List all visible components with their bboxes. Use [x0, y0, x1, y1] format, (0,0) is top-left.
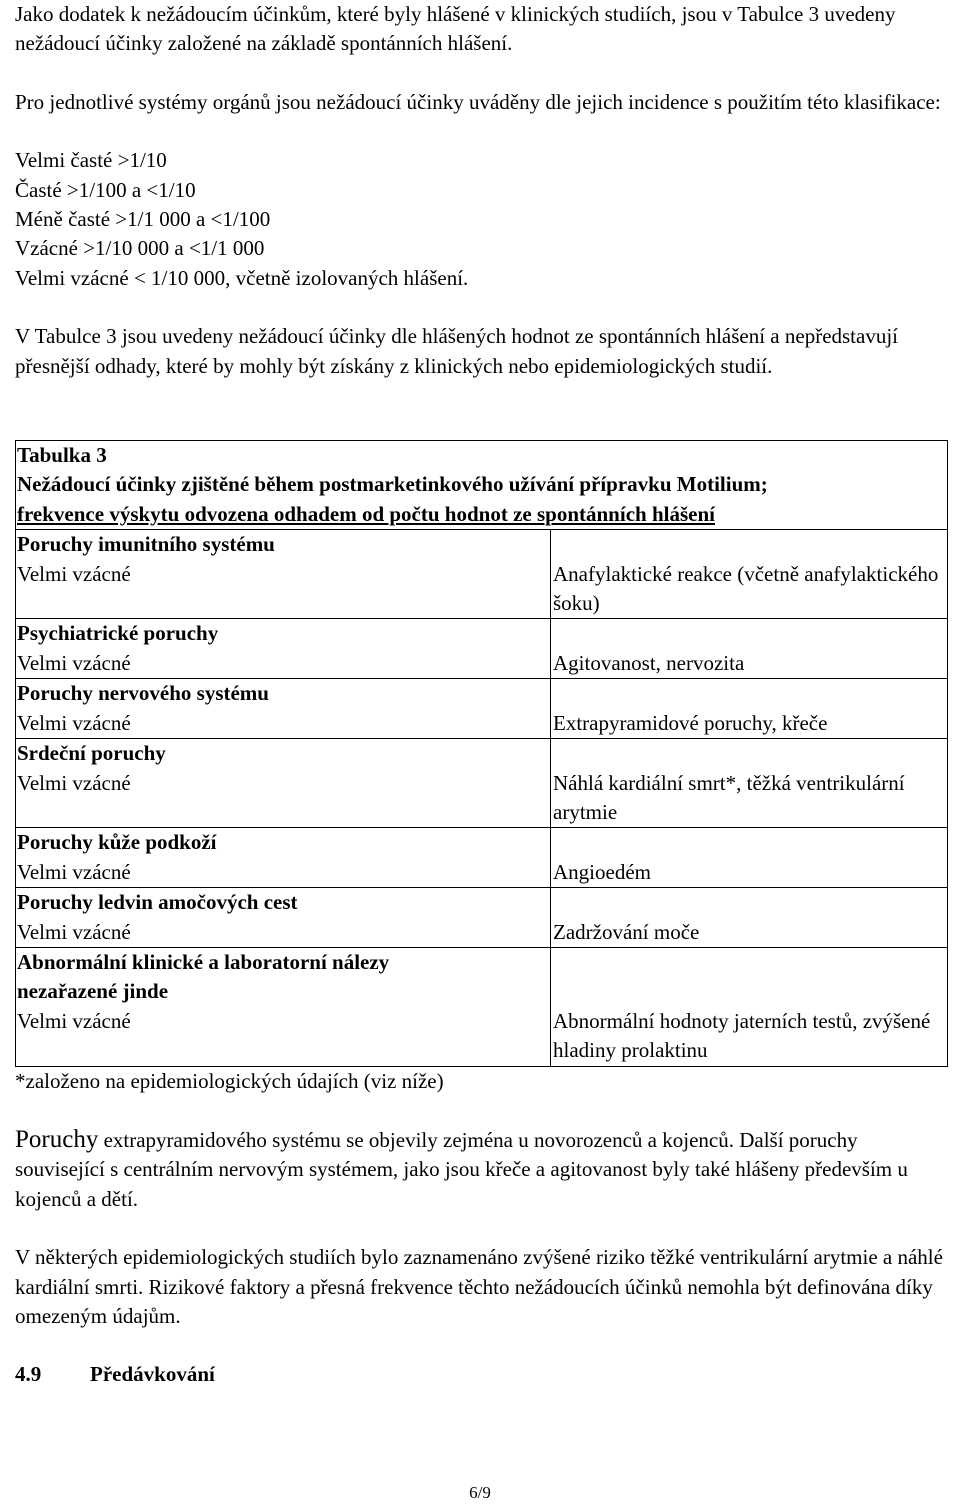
effect-text: Anafylaktické reakce (včetně anafylaktického šoku)	[553, 561, 939, 616]
organ-system-heading: Poruchy ledvin amočových cest	[17, 890, 298, 915]
frequency-list	[15, 146, 945, 293]
frequency-label: Velmi vzácné	[17, 919, 131, 944]
effect-text: Extrapyramidové poruchy, křeče	[553, 710, 828, 735]
organ-system-cell	[16, 530, 551, 619]
effect-text: Angioedém	[553, 859, 651, 884]
frequency-label: Velmi vzácné	[17, 770, 131, 795]
effect-cell	[551, 530, 948, 619]
organ-system-heading: Poruchy kůže podkoží	[17, 830, 217, 855]
table-row	[16, 530, 948, 619]
table-row	[16, 619, 948, 679]
table-row	[16, 947, 948, 1066]
table-row	[16, 739, 948, 828]
paragraph-rest: extrapyramidového systému se objevily zejména u novorozenců a kojenců. Další poruchy související s centrálním nervovým systémem, jako jsou křeče a agitovanost byly také hlášeny především u kojenců a dětí.	[15, 1127, 908, 1211]
table-footnote: *založeno na epidemiologických údajích (viz níže)	[15, 1068, 444, 1093]
table-row	[16, 888, 948, 948]
effect-cell	[551, 679, 948, 739]
organ-system-heading: Poruchy nervového systému	[17, 681, 269, 706]
organ-system-heading: Poruchy imunitního systému	[17, 532, 275, 557]
section-number: 4.9	[15, 1362, 42, 1387]
organ-system-cell	[16, 739, 551, 828]
lead-word: Poruchy	[15, 1125, 99, 1153]
organ-system-cell	[16, 679, 551, 739]
effect-text: Náhlá kardiální smrt*, těžká ventrikulární arytmie	[553, 770, 905, 824]
frequency-label: Velmi vzácné	[17, 710, 131, 735]
organ-system-cell	[16, 888, 551, 948]
effect-text: Zadržování moče	[553, 919, 700, 944]
effect-cell	[551, 947, 948, 1066]
frequency-item: Méně časté >1/1 000 a <1/100	[15, 207, 271, 232]
organ-system-heading: Srdeční poruchy	[17, 741, 166, 766]
organ-system-heading: Psychiatrické poruchy	[17, 621, 219, 646]
table-title-line: Nežádoucí účinky zjištěné během postmarketinkového užívání přípravku Motilium;	[17, 472, 768, 497]
organ-system-heading: Abnormální klinické a laboratorní nálezy nezařazené jinde	[17, 949, 390, 1004]
organ-system-cell	[16, 828, 551, 888]
effect-text: Abnormální hodnoty jaterních testů, zvýšené hladiny prolaktinu	[553, 1008, 931, 1063]
table-label: Tabulka 3	[17, 443, 107, 468]
frequency-item: Vzácné >1/10 000 a <1/1 000	[15, 236, 265, 261]
frequency-label: Velmi vzácné	[17, 1008, 131, 1033]
effect-cell	[551, 619, 948, 679]
frequency-label: Velmi vzácné	[17, 650, 131, 675]
intro-paragraph: Jako dodatek k nežádoucím účinkům, které byly hlášené v klinických studiích, jsou v Tabulce 3 uvedeny nežádoucí účinky založené na základě spontánních hlášení.	[15, 2, 896, 56]
extrapyramidal-paragraph	[15, 1125, 945, 1214]
epidemiology-paragraph: V některých epidemiologických studiích bylo zaznamenáno zvýšené riziko těžké ventrikulární arytmie a náhlé kardiální smrti. Rizikové faktory a přesná frekvence těchto nežádoucích účinků nemohla být definována díky omezeným údajům.	[15, 1245, 943, 1328]
document-page	[15, 0, 945, 1390]
table-intro-paragraph: V Tabulce 3 jsou uvedeny nežádoucí účinky dle hlášených hodnot ze spontánních hlášení a nepředstavují přesnější odhady, které by mohly být získány z klinických nebo epidemiologických studií.	[15, 324, 899, 378]
adverse-effects-table	[15, 440, 948, 1066]
classification-paragraph: Pro jednotlivé systémy orgánů jsou nežádoucí účinky uváděny dle jejich incidence s použitím této klasifikace:	[15, 89, 941, 114]
organ-system-cell	[16, 619, 551, 679]
page-number: 6/9	[469, 1483, 491, 1502]
table-caption	[16, 441, 948, 530]
effect-text: Agitovanost, nervozita	[553, 650, 745, 675]
table-caption-row	[16, 441, 948, 530]
organ-system-cell	[16, 947, 551, 1066]
frequency-item: Velmi vzácné < 1/10 000, včetně izolovaných hlášení.	[15, 265, 469, 290]
table-row	[16, 679, 948, 739]
table-title-line: frekvence výskytu odvozena odhadem od počtu hodnot ze spontánních hlášení	[17, 501, 715, 526]
frequency-item: Časté >1/100 a <1/10	[15, 177, 196, 202]
frequency-label: Velmi vzácné	[17, 859, 131, 884]
frequency-label: Velmi vzácné	[17, 561, 131, 586]
effect-cell	[551, 739, 948, 828]
effect-cell	[551, 888, 948, 948]
effect-cell	[551, 828, 948, 888]
section-heading	[15, 1360, 945, 1389]
frequency-item: Velmi časté >1/10	[15, 148, 167, 173]
table-row	[16, 828, 948, 888]
adverse-effects-table-wrap	[15, 440, 945, 1066]
section-title: Předávkování	[90, 1362, 215, 1387]
